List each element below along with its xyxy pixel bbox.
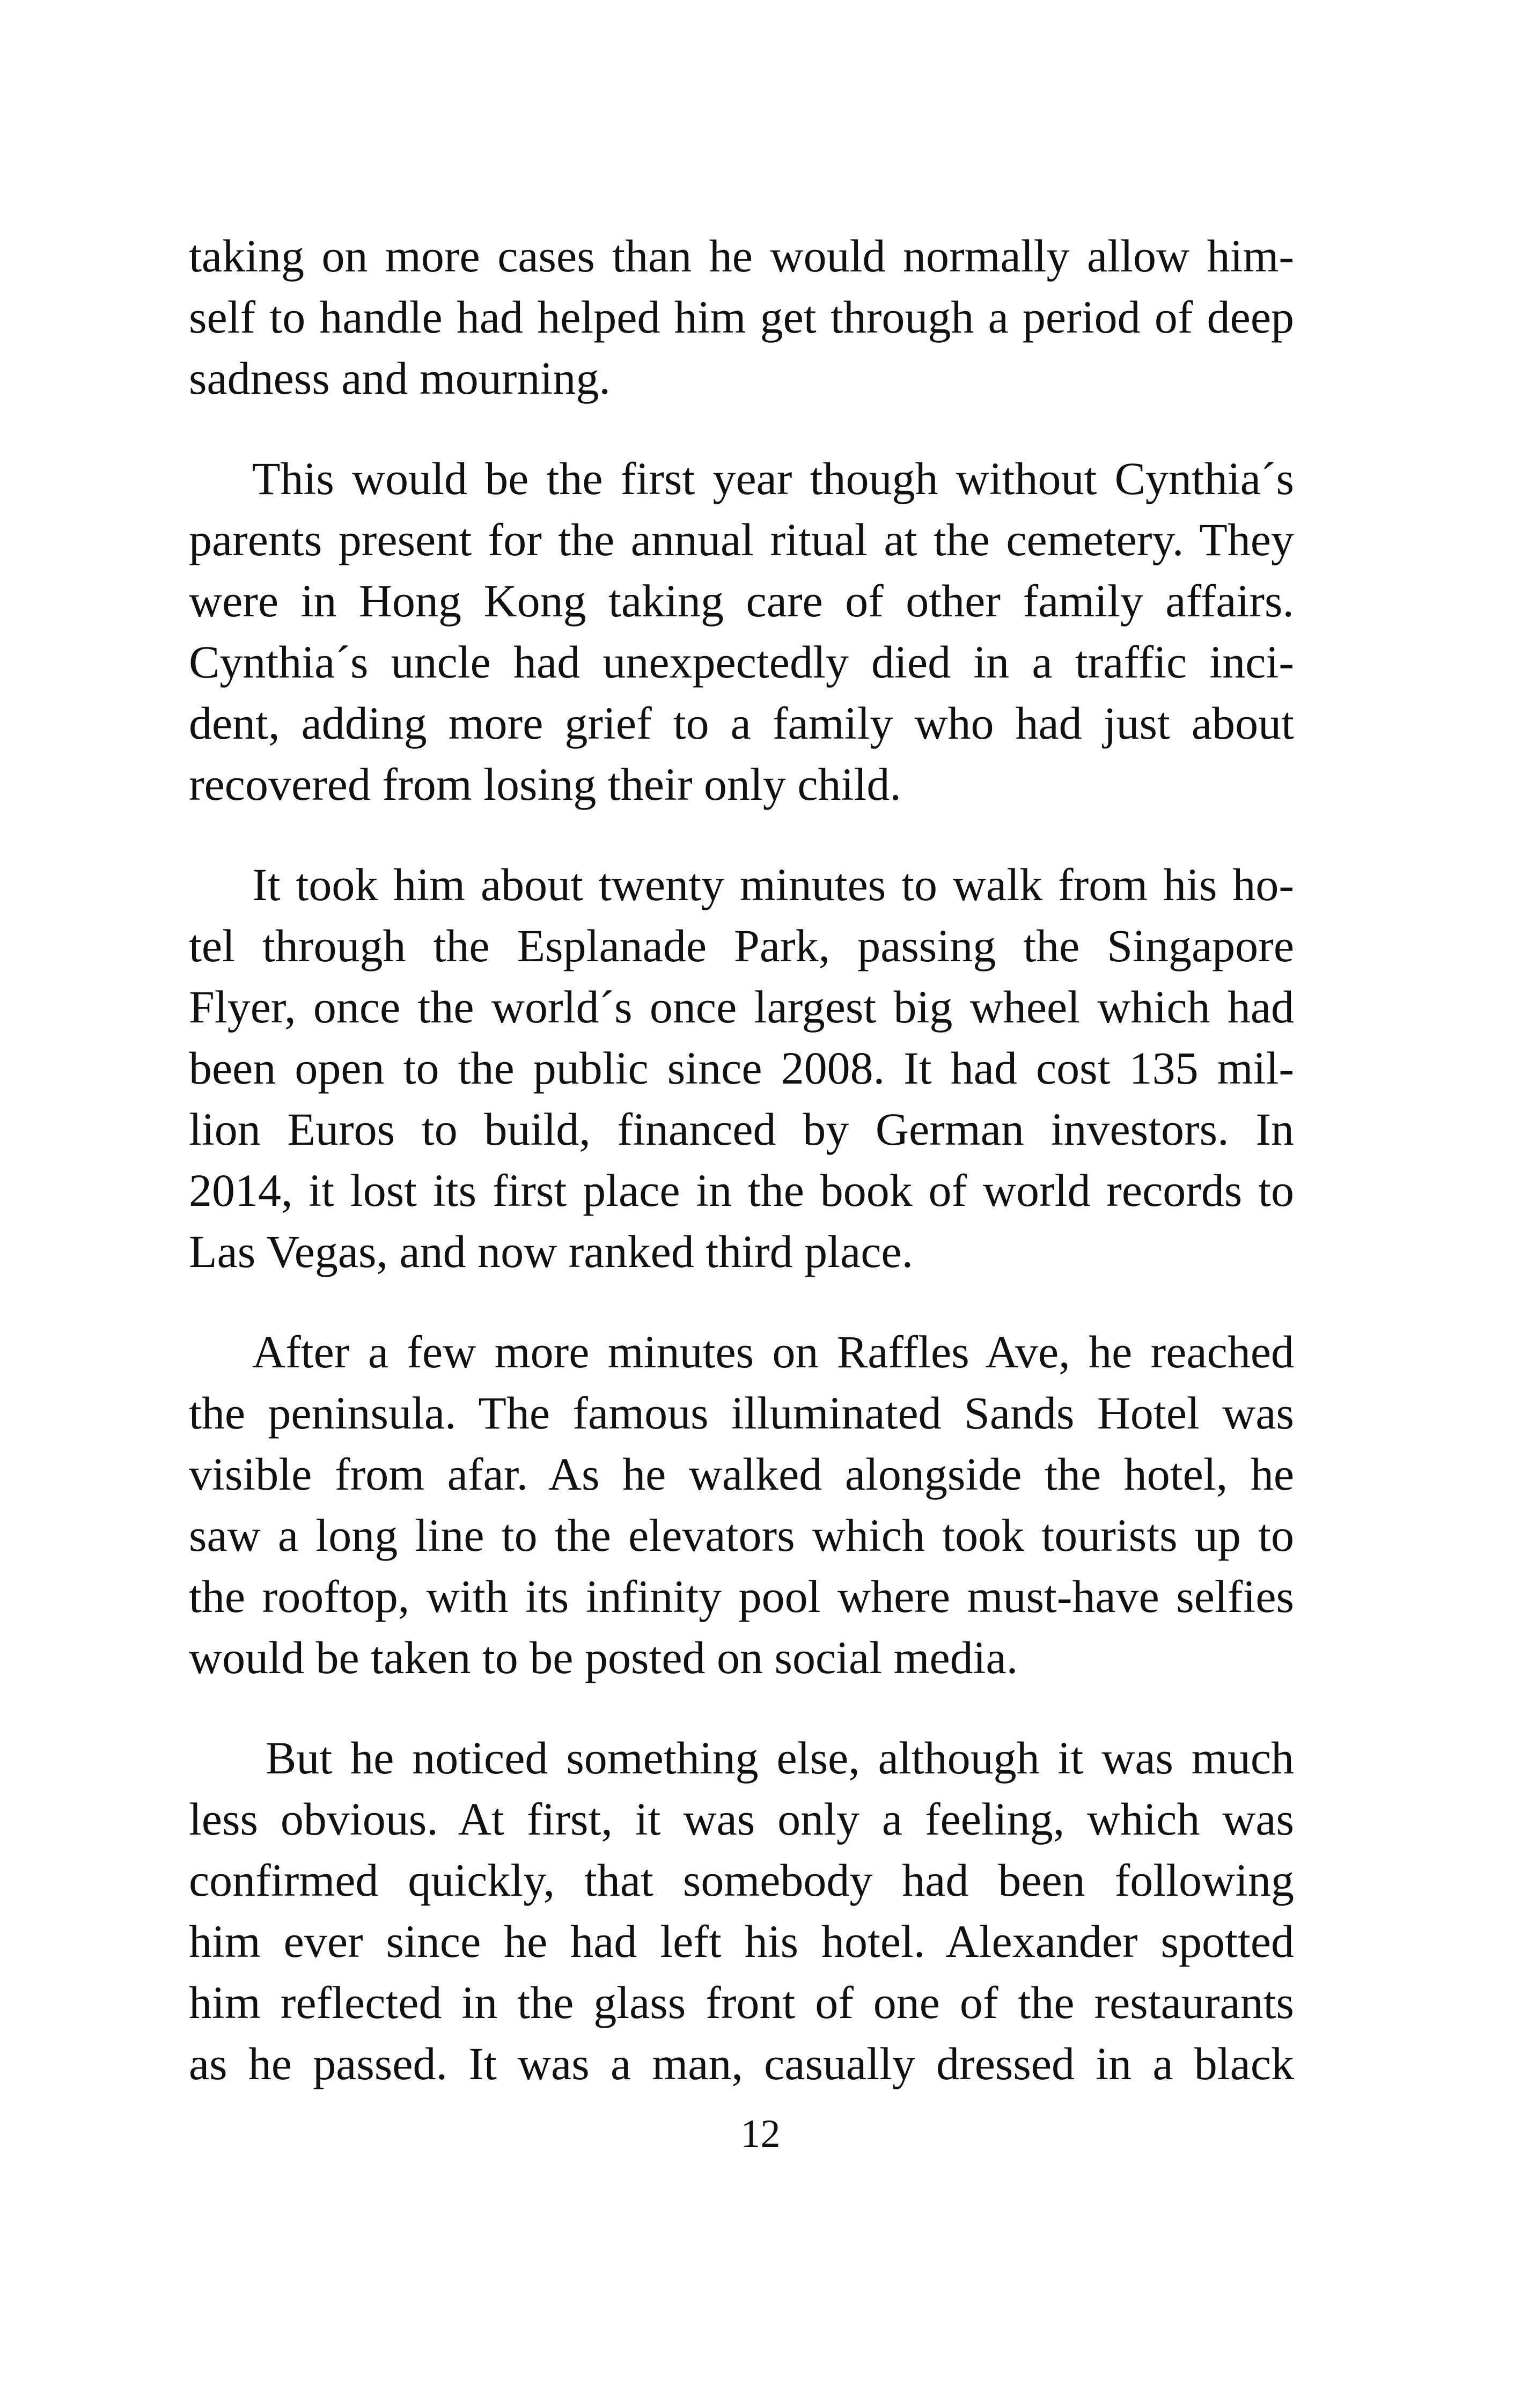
text-line: Flyer, once the world´s once largest big wheel which had xyxy=(189,981,1294,1033)
text-line: Las Vegas, and now ranked third place. xyxy=(189,1226,914,1277)
text-line: tel through the Esplanade Park, passing the Singapore xyxy=(189,920,1294,971)
text-line: would be taken to be posted on social media. xyxy=(189,1632,1018,1683)
page-number: 12 xyxy=(740,2112,781,2156)
text-line: 2014, it lost its first place in the book of world records to xyxy=(189,1165,1294,1216)
text-line: been open to the public since 2008. It had cost 135 mil- xyxy=(189,1042,1294,1094)
text-line: confirmed quickly, that somebody had been following xyxy=(189,1854,1294,1906)
text-line: This would be the first year though without Cynthia´s xyxy=(252,453,1294,504)
text-line: Cynthia´s uncle had unexpectedly died in a traffic inci- xyxy=(189,636,1294,688)
paragraph-spacing xyxy=(189,1282,1294,1321)
text-line: self to handle had helped him get through a period of deep xyxy=(189,291,1294,343)
text-line: lion Euros to build, financed by German investors. In xyxy=(189,1103,1294,1155)
text-line: less obvious. At first, it was only a feeling, which was xyxy=(189,1793,1294,1845)
paragraph-spacing xyxy=(189,409,1294,448)
text-line: parents present for the annual ritual at the cemetery. They xyxy=(189,514,1294,565)
body-text xyxy=(189,225,1294,2094)
text-line: were in Hong Kong taking care of other family affairs. xyxy=(189,575,1294,627)
text-line: dent, adding more grief to a family who had just about xyxy=(189,697,1294,749)
text-line: visible from afar. As he walked alongside the hotel, he xyxy=(189,1448,1294,1500)
text-line: him reflected in the glass front of one of the restaurants xyxy=(189,1977,1294,2028)
text-line: After a few more minutes on Raffles Ave, he reached xyxy=(252,1326,1294,1378)
text-line: recovered from losing their only child. xyxy=(189,759,901,810)
text-line: saw a long line to the elevators which took tourists up to xyxy=(189,1509,1294,1561)
text-line: taking on more cases than he would normally allow him- xyxy=(189,230,1294,282)
text-line: the rooftop, with its infinity pool where must-have selfies xyxy=(189,1571,1294,1622)
paragraph-spacing xyxy=(189,815,1294,854)
text-line: It took him about twenty minutes to walk from his ho- xyxy=(252,859,1294,910)
text-line: as he passed. It was a man, casually dressed in a black xyxy=(189,2038,1294,2089)
text-line: sadness and mourning. xyxy=(189,352,611,404)
paragraph-spacing xyxy=(189,1688,1294,1727)
text-line: the peninsula. The famous illuminated Sands Hotel was xyxy=(189,1387,1294,1439)
text-line: But he noticed something else, although it was much xyxy=(266,1732,1294,1784)
text-line: him ever since he had left his hotel. Alexander spotted xyxy=(189,1916,1294,1967)
